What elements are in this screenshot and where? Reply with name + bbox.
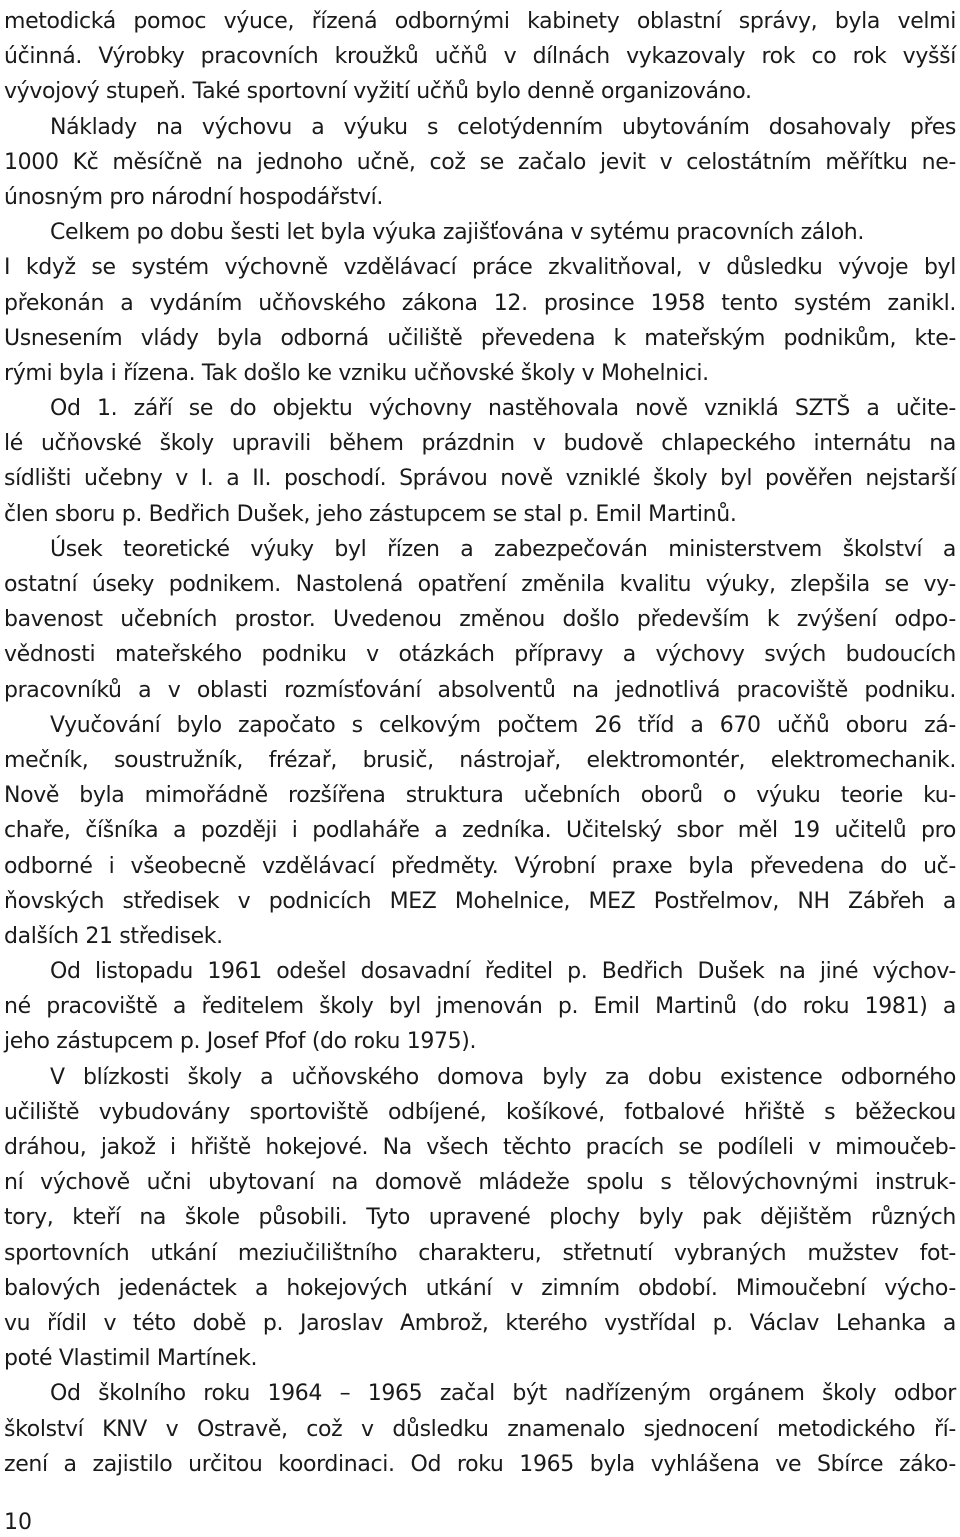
text-line: 1000 Kč měsíčně na jednoho učně, což se začalo jevit v celostátním měřítku ne- — [4, 149, 956, 175]
text-line: sportovních utkání meziučilištního charakteru, střetnutí vybraných mužstev fot- — [4, 1240, 956, 1266]
text-line: odborné i všeobecně vzdělávací předměty. Výrobní praxe byla převedena do uč- — [4, 853, 956, 879]
text-line: dalších 21 středisek. — [4, 923, 223, 949]
text-line: Úsek teoretické výuky byl řízen a zabezpečován ministerstvem školství a — [50, 536, 956, 562]
text-line: Vyučování bylo započato s celkovým počtem 26 tříd a 670 učňů oboru zá- — [50, 712, 956, 738]
text-line: překonán a vydáním učňovského zákona 12. prosince 1958 tento systém zanikl. — [4, 290, 956, 316]
document-page — [4, 0, 956, 1537]
text-line: chaře, číšníka a později i podlaháře a zedníka. Učitelský sbor měl 19 učitelů pro — [4, 818, 956, 844]
text-line: Náklady na výchovu a výuku s celotýdenním ubytováním dosahovaly přes — [50, 114, 956, 140]
text-line: vývojový stupeň. Také sportovní vyžití učňů bylo denně organizováno. — [4, 79, 752, 105]
text-line: dráhou, jakož i hřiště hokejové. Na všech těchto pracích se podíleli v mimoučeb- — [4, 1135, 956, 1160]
body-text — [4, 4, 956, 1482]
text-line: Celkem po dobu šesti let byla výuka zajišťována v sytému pracovních záloh. — [50, 220, 865, 246]
text-line: Od školního roku 1964 – 1965 začal být nadřízeným orgánem školy odbor — [50, 1381, 956, 1407]
text-line: Od 1. září se do objektu výchovny nastěhovala nově vzniklá SZTŠ a učite- — [50, 396, 956, 422]
text-line: vu řídil v této době p. Jaroslav Ambrož, kterého vystřídal p. Václav Lehanka a — [4, 1310, 956, 1336]
page-number: 10 — [4, 1510, 32, 1535]
text-line: zení a zajistilo určitou koordinaci. Od roku 1965 byla vyhlášena ve Sbírce záko- — [4, 1451, 956, 1477]
text-line: rými byla i řízena. Tak došlo ke vzniku učňovské školy v Mohelnici. — [4, 360, 709, 386]
text-line: účinná. Výrobky pracovních kroužků učňů v dílnách vykazovaly rok co rok vyšší — [4, 44, 956, 70]
text-line: né pracoviště a ředitelem školy byl jmenován p. Emil Martinů (do roku 1981) a — [4, 994, 956, 1020]
text-line: lé učňovské školy upravili během prázdnin v budově chlapeckého internátu na — [4, 431, 956, 457]
text-line: tory, kteří na škole působili. Tyto upravené plochy byly pak dějištěm různých — [4, 1205, 956, 1231]
text-line: Usnesením vlády byla odborná učiliště převedena k mateřským podnikům, kte- — [4, 325, 956, 351]
text-line: školství KNV v Ostravě, což v důsledku znamenalo sjednocení metodického ří- — [4, 1416, 956, 1442]
text-line: vědnosti mateřského podniku v otázkách přípravy a výchovy svých budoucích — [4, 642, 956, 668]
text-line: Od listopadu 1961 odešel dosavadní ředitel p. Bedřich Dušek na jiné výchov- — [50, 959, 956, 985]
text-line: mečník, soustružník, frézař, brusič, nástrojař, elektromontér, elektromechanik. — [4, 747, 956, 773]
text-line: Nově byla mimořádně rozšířena struktura učebních oborů o výuku teorie ku- — [4, 783, 956, 809]
text-line: ostatní úseky podnikem. Nastolená opatření změnila kvalitu výuky, zlepšila se vy- — [4, 572, 956, 597]
text-line: bavenost učebních prostor. Uvedenou změnou došlo především k zvýšení odpo- — [4, 607, 956, 633]
text-line: učiliště vybudovány sportoviště odbíjené, košíkové, fotbalové hřiště s běžeckou — [4, 1099, 956, 1125]
text-line: sídlišti učebny v I. a II. poschodí. Správou nově vzniklé školy byl pověřen nejstarší — [4, 466, 956, 492]
text-line: I když se systém výchovně vzdělávací práce zkvalitňoval, v důsledku vývoje byl — [4, 255, 956, 281]
text-line: člen sboru p. Bedřich Dušek, jeho zástupcem se stal p. Emil Martinů. — [4, 501, 737, 527]
text-line: pracovníků a v oblasti rozmísťování absolventů na jednotlivá pracoviště podniku. — [4, 677, 956, 703]
text-line: V blízkosti školy a učňovského domova byly za dobu existence odborného — [50, 1064, 956, 1090]
text-line: jeho zástupcem p. Josef Pfof (do roku 1975). — [4, 1029, 477, 1055]
text-line: ní výchově učni ubytovaní na domově mládeže spolu s tělovýchovnými instruk- — [4, 1170, 956, 1196]
text-line: poté Vlastimil Martínek. — [4, 1346, 258, 1372]
text-line: únosným pro národní hospodářství. — [4, 184, 384, 210]
text-line: ňovských středisek v podnicích MEZ Mohelnice, MEZ Postřelmov, NH Zábřeh a — [4, 888, 956, 914]
text-line: balových jedenáctek a hokejových utkání v zimním období. Mimoučební výcho- — [4, 1275, 956, 1301]
text-line: metodická pomoc výuce, řízená odbornými kabinety oblastní správy, byla velmi — [4, 9, 956, 34]
